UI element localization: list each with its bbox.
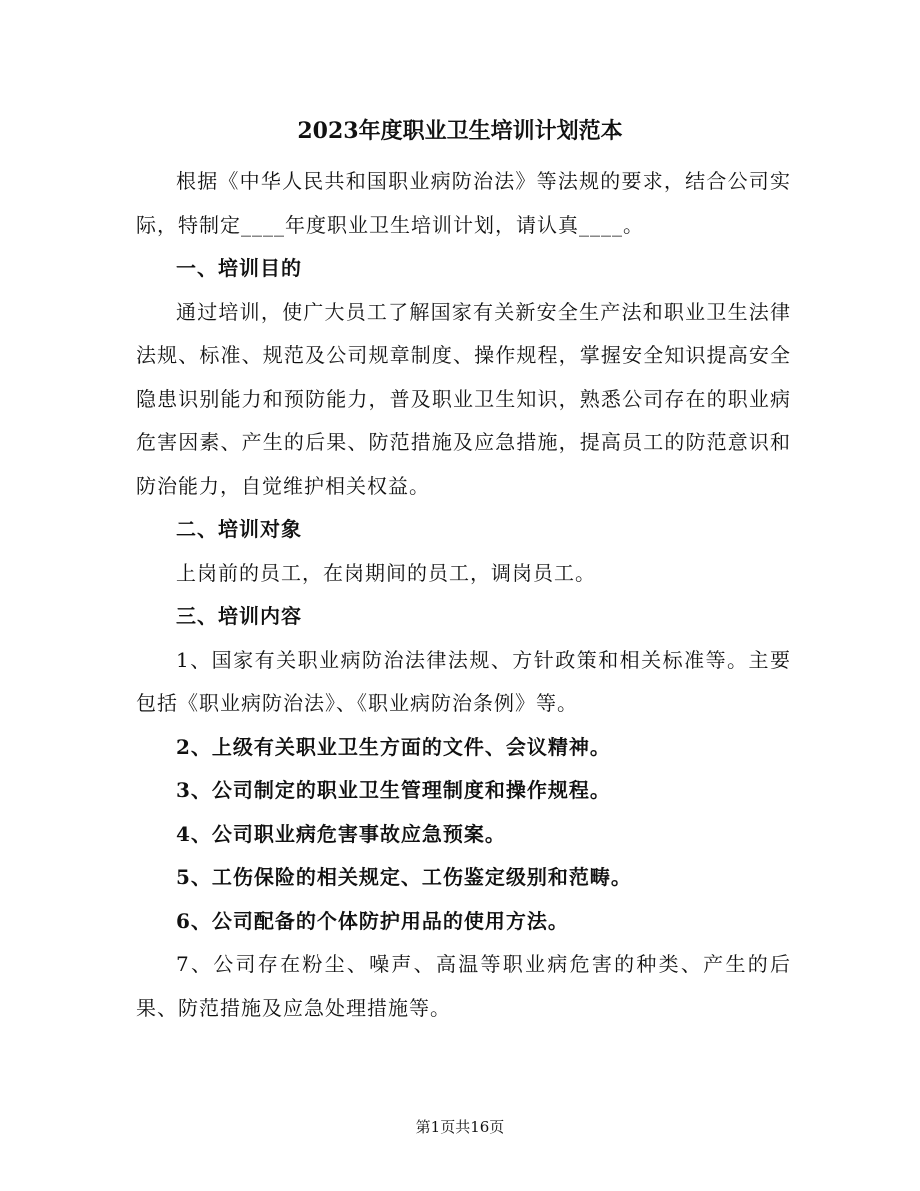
content-item-2: 2、上级有关职业卫生方面的文件、会议精神。 [176, 734, 611, 759]
page-number-footer: 第1页共16页 [415, 1118, 505, 1136]
content-item-3: 3、公司制定的职业卫生管理制度和操作规程。 [176, 778, 611, 802]
content-item-7: 7、公司存在粉尘、噪声、高温等职业病危害的种类、产生的后果、防范措施及应急处理措施等。 [136, 952, 791, 1020]
section-heading-purpose: 一、培训目的 [176, 256, 302, 280]
content-item-4: 4、公司职业病危害事故应急预案。 [176, 821, 506, 846]
document-body [136, 160, 791, 1030]
section-heading-audience: 二、培训对象 [176, 517, 302, 541]
intro-paragraph: 根据《中华人民共和国职业病防治法》等法规的要求，结合公司实际，特制定____年度职业卫生培训计划，请认真____。 [136, 169, 791, 237]
content-item-1: 1、国家有关职业病防治法律法规、方针政策和相关标准等。主要包括《职业病防治法》、《职业病防治条例》等。 [136, 647, 791, 715]
purpose-paragraph: 通过培训，使广大员工了解国家有关新安全生产法和职业卫生法律法规、标准、规范及公司规章制度、操作规程，掌握安全知识提高安全隐患识别能力和预防能力，普及职业卫生知识，熟悉公司存在的职业病危害因素、产生的后果、防范措施及应急措施，提高员工的防范意识和防治能力，自觉维护相关权益。 [136, 299, 791, 498]
section-heading-content: 三、培训内容 [176, 604, 302, 628]
content-item-6: 6、公司配备的个体防护用品的使用方法。 [176, 908, 569, 933]
document-title: 2023年度职业卫生培训计划范本 [297, 118, 623, 144]
audience-paragraph: 上岗前的员工，在岗期间的员工，调岗员工。 [176, 560, 596, 585]
content-item-5: 5、工伤保险的相关规定、工伤鉴定级别和范畴。 [176, 865, 632, 889]
